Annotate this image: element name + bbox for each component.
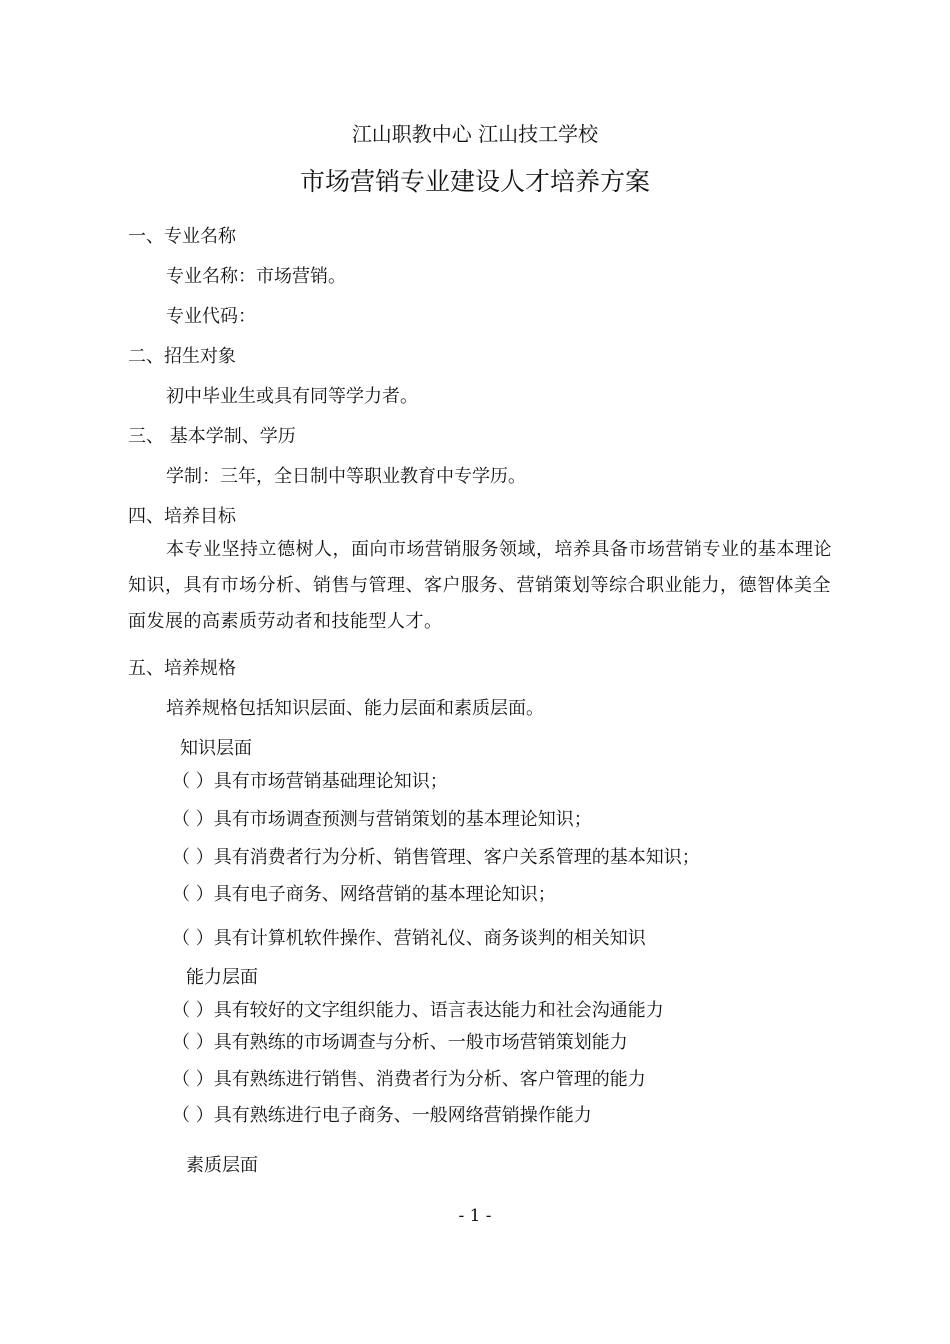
ability-item: （ ）具有熟练进行电子商务、一般网络营销操作能力 [172,1105,592,1126]
knowledge-item: （ ）具有消费者行为分析、销售管理、客户关系管理的基本知识； [172,847,700,868]
knowledge-level-label: 知识层面 [180,738,252,759]
section-heading-1: 一、专业名称 [128,226,236,247]
knowledge-item: （ ）具有市场营销基础理论知识； [172,771,448,792]
knowledge-item: （ ）具有市场调查预测与营销策划的基本理论知识； [172,809,592,830]
knowledge-item: （ ）具有计算机软件操作、营销礼仪、商务谈判的相关知识 [172,928,646,949]
specification-intro: 培养规格包括知识层面、能力层面和素质层面。 [166,698,544,719]
ability-item: （ ）具有熟练进行销售、消费者行为分析、客户管理的能力 [172,1069,646,1090]
study-duration: 学制：三年，全日制中等职业教育中专学历。 [166,466,526,487]
document-title: 市场营销专业建设人才培养方案 [299,167,650,196]
section-heading-4: 四、培养目标 [128,506,236,527]
knowledge-item: （ ）具有电子商务、网络营销的基本理论知识； [172,884,556,905]
organization-title: 江山职教中心 江山技工学校 [351,122,599,146]
section-heading-2: 二、招生对象 [128,346,236,367]
quality-level-label: 素质层面 [186,1155,258,1176]
section-heading-3: 三、 基本学制、学历 [128,426,296,447]
ability-item: （ ）具有较好的文字组织能力、语言表达能力和社会沟通能力 [172,1000,664,1021]
ability-item: （ ）具有熟练的市场调查与分析、一般市场营销策划能力 [172,1032,628,1053]
enrollment-target: 初中毕业生或具有同等学力者。 [166,386,418,407]
major-name: 专业名称：市场营销。 [166,266,346,287]
page-number: - 1 - [458,1206,492,1226]
section-heading-5: 五、培养规格 [128,658,236,679]
major-code: 专业代码： [166,306,256,327]
training-objective-paragraph: 本专业坚持立德树人，面向市场营销服务领域，培养具备市场营销专业的基本理论知识，具有市场分析、销售与管理、客户服务、营销策划等综合职业能力，德智体美全面发展的高素质劳动者和技能型人才。 [128,539,832,632]
ability-level-label: 能力层面 [186,967,258,988]
